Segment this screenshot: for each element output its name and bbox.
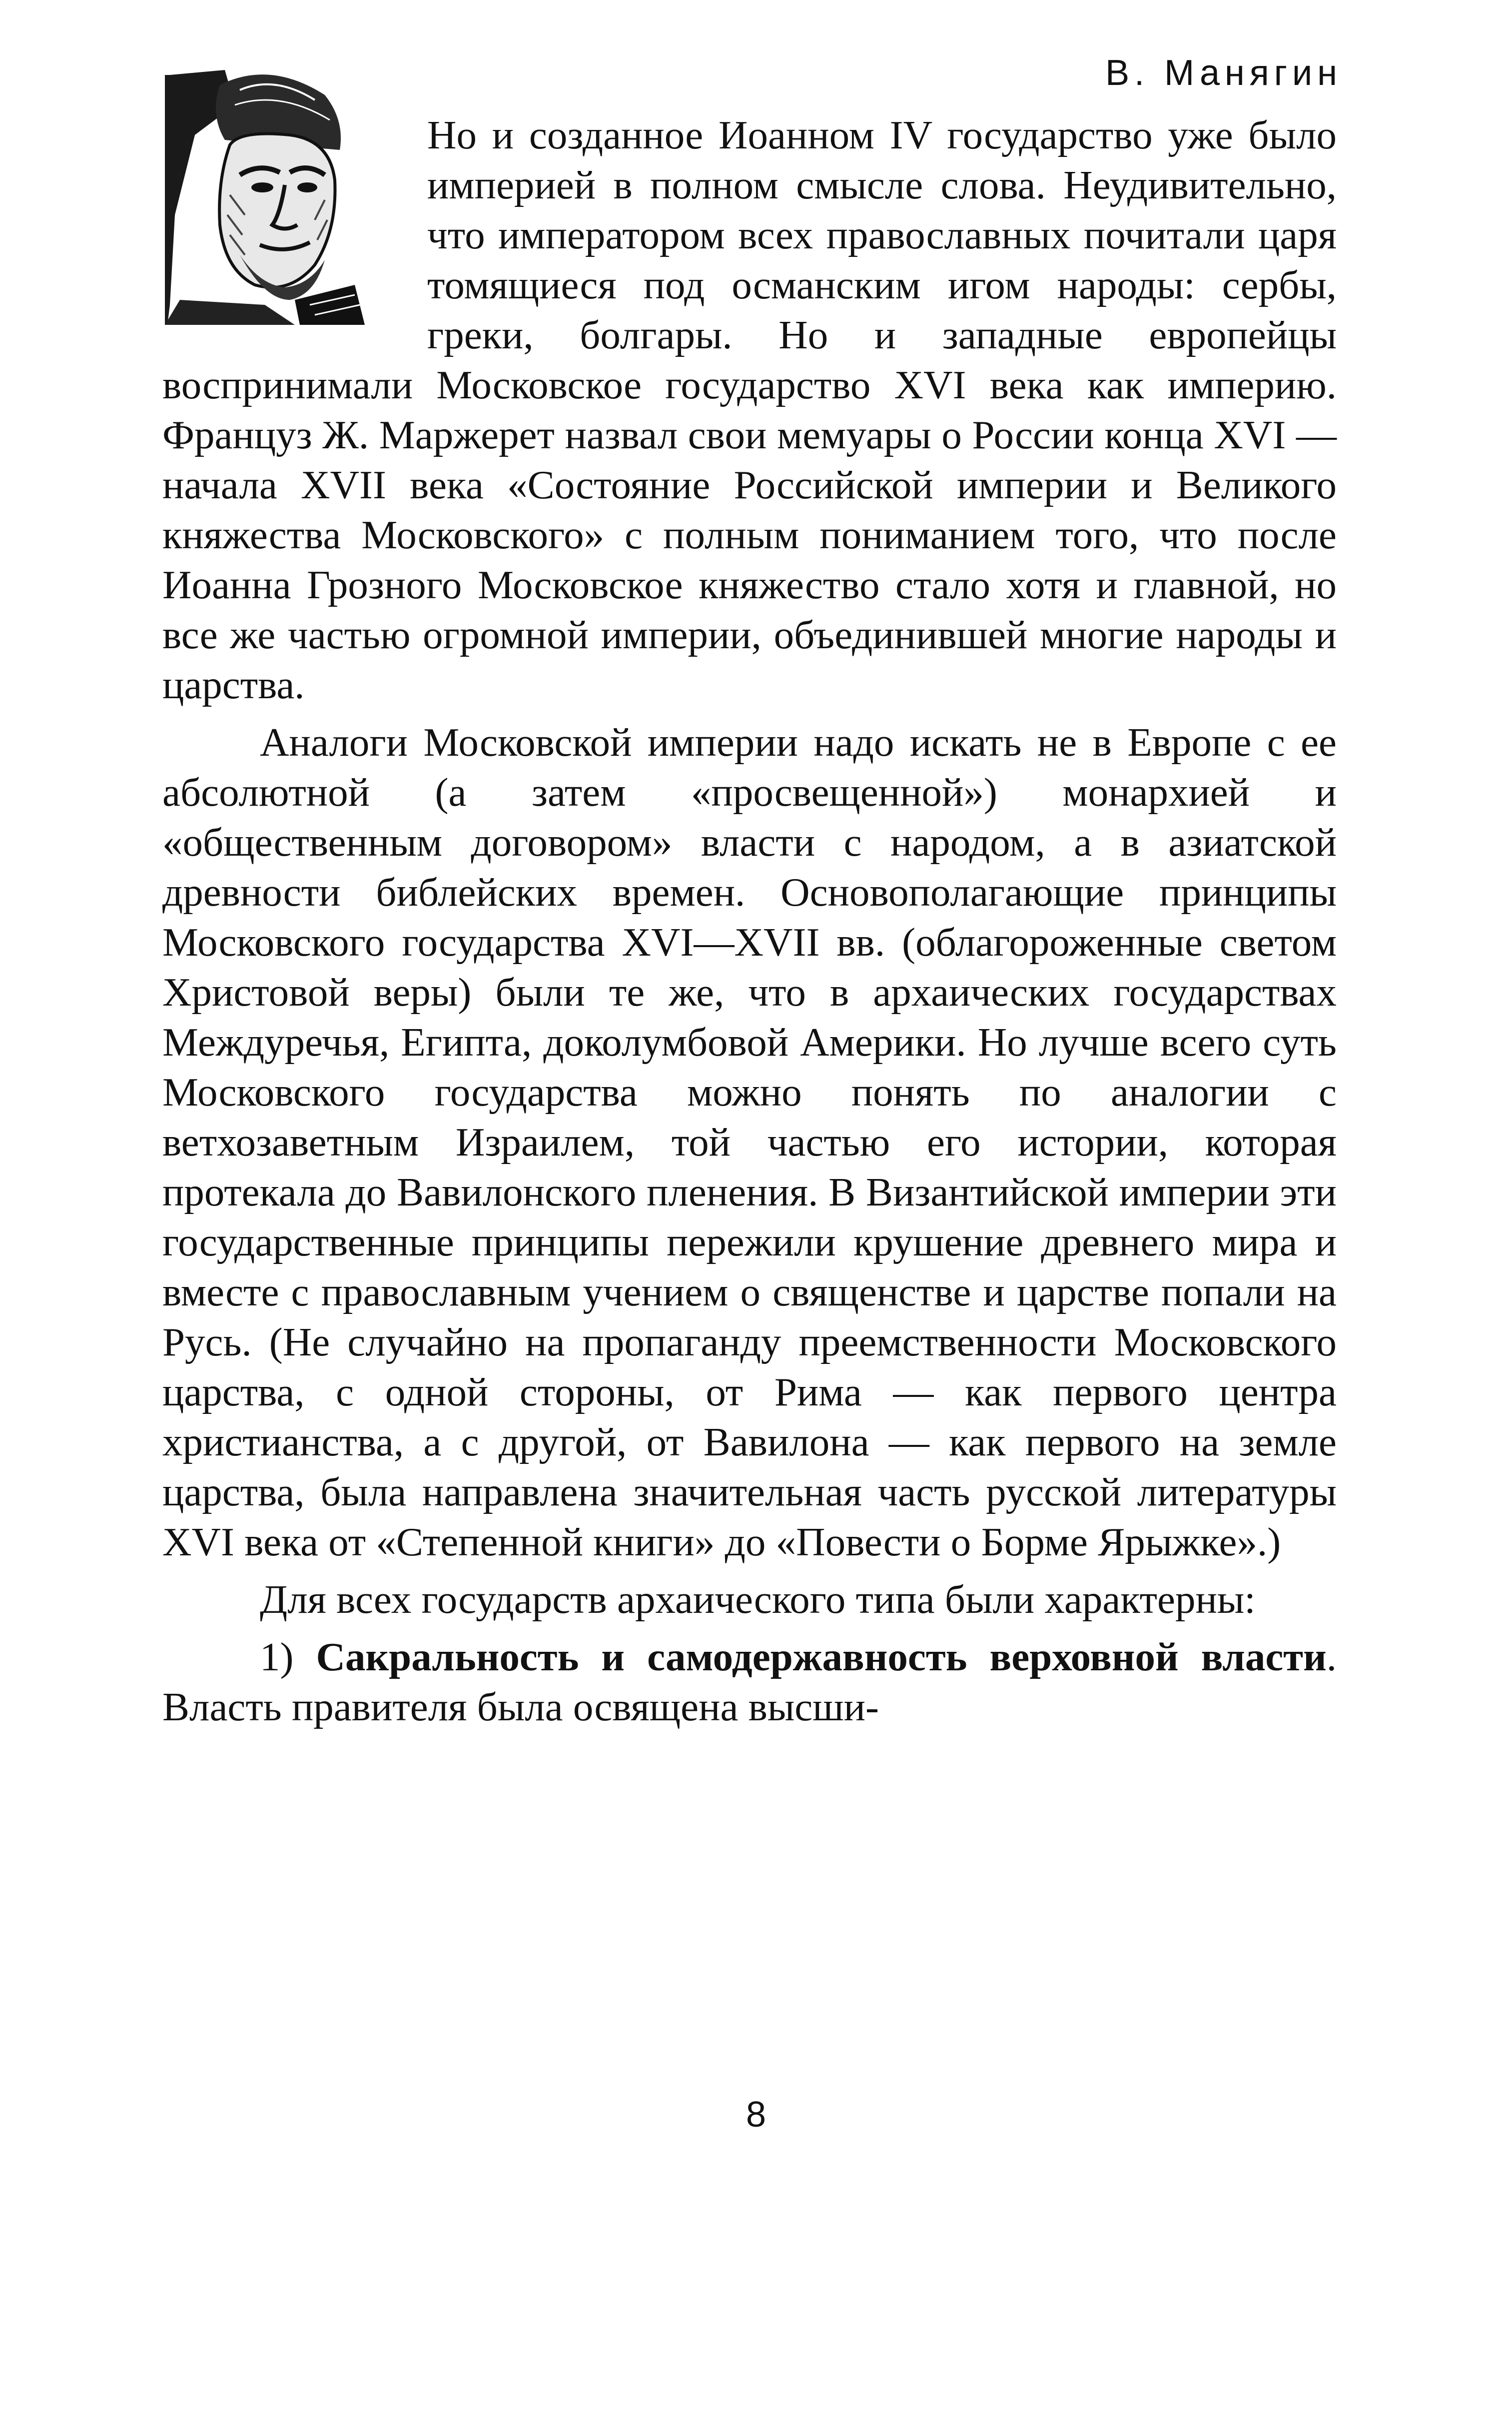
list-number: 1) bbox=[260, 1634, 294, 1679]
paragraph-2: Аналоги Московской империи надо искать не в Европе с ее абсолютной (а затем «просвещенной») монархией и «общественным договором» власти с народом, а в азиатской древности библейских времен. Основополагающие принципы Московского государства XVI—XVII вв. (облагороженные светом Христовой веры) были те же, что в архаических государствах Междуречья, Египта, доколумбовой Америки. Но лучше всего суть Московского государства можно понять по аналогии с ветхозаветным Израилем, той частью его истории, которая протекала до Вавилонского пленения. В Византийской империи эти государственные принципы пережили крушение древнего мира и вместе с православным учением о священстве и царстве попали на Русь. (Не случайно на пропаганду преемственности Московского царства, с одной стороны, от Рима — как первого центра христианства, а с другой, от Вавилона — как первого на земле царства, была направлена значительная часть русской литературы XVI века от «Степенной книги» до «Повести о Борме Ярыжке».) bbox=[162, 720, 1337, 1564]
running-head-author: В. Манягин bbox=[1105, 53, 1342, 93]
list-heading: Сакральность и самодержавность верховной власти bbox=[316, 1634, 1327, 1679]
paragraph-1: Но и созданное Иоанном IV государство уже было империей в полном смысле слова. Неудивительно, что императором всех православных почитали царя томящиеся под османским игом народы: сербы, греки, болгары. Но и западные европейцы воспринимали Московское государство XVI века как империю. Француз Ж. Маржерет назвал свои мемуары о России конца XVI — начала XVII века «Состояние Российской империи и Великого княжества Московского» с полным пониманием того, что после Иоанна Грозного Московское княжество стало хотя и главной, но все же частью огромной империи, объединившей многие народы и царства. bbox=[162, 112, 1337, 707]
paragraph-4 bbox=[162, 1632, 1337, 1732]
portrait-float-spacer bbox=[162, 110, 422, 350]
paragraph-3: Для всех государств архаического типа были характерны: bbox=[260, 1577, 1256, 1622]
page-number: 8 bbox=[746, 2095, 766, 2135]
body-text bbox=[162, 110, 1337, 1732]
list-text: . Власть правителя была освящена высши- bbox=[162, 1634, 1337, 1729]
